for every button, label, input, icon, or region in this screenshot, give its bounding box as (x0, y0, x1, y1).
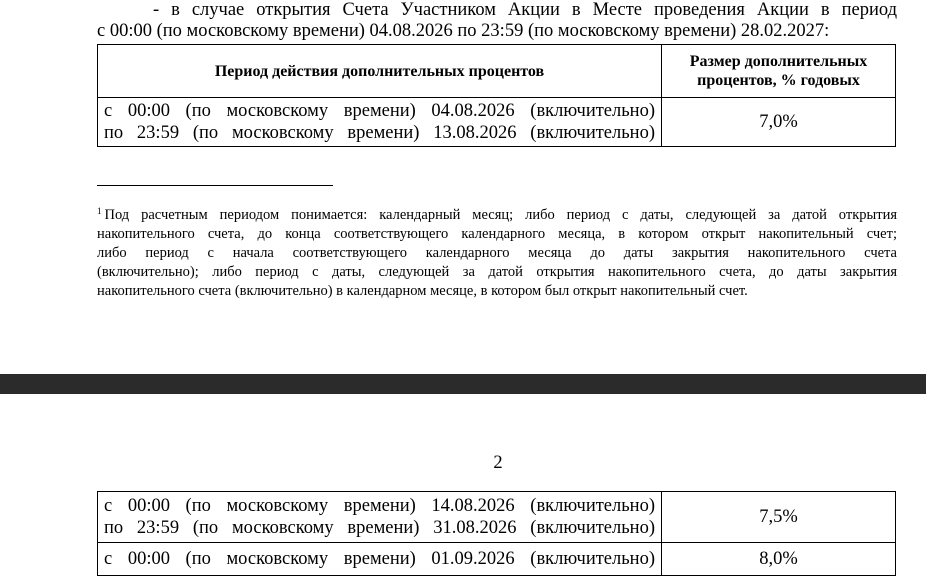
rate-cell: 7,5% (662, 492, 896, 543)
period-cell (98, 543, 662, 576)
intro-line-2: с 00:00 (по московскому времени) 04.08.2026 по 23:59 (по московскому времени) 28.02.2027: (97, 21, 830, 41)
header-period: Период действия дополнительных процентов (98, 45, 662, 98)
page-gap (0, 374, 926, 394)
footnote-line-3: либо период с начала соответствующего календарного месяца до даты закрытия накопительного счета (97, 245, 897, 261)
intro-line-1: - в случае открытия Счета Участником Акции в Месте проведения Акции в период (153, 0, 897, 20)
header-rate-line-2: процентов, % годовых (697, 72, 860, 89)
period-line-1: с 00:00 (по московскому времени) 14.08.2026 (включительно) (104, 496, 655, 516)
header-rate (662, 45, 896, 98)
intro-paragraph (97, 0, 897, 42)
header-rate-line-1: Размер дополнительных (689, 53, 868, 70)
footnote-separator (97, 185, 333, 186)
period-line-2: по 23:59 (по московскому времени) 13.08.2026 (включительно) (104, 123, 655, 143)
period-cell (98, 492, 662, 543)
table-header-row (98, 45, 896, 98)
footnote-line-4: (включительно); либо период с даты, следующей за датой открытия накопительного счета, до даты закрытия (97, 264, 897, 280)
footnote-line-1 (97, 202, 897, 225)
table-row (98, 543, 896, 576)
table-row (98, 492, 896, 543)
period-cell (98, 98, 662, 147)
footnote (97, 202, 897, 301)
rate-cell: 8,0% (662, 543, 896, 576)
table-row (98, 98, 896, 147)
page-number: 2 (493, 453, 503, 473)
rates-table-1 (97, 44, 896, 147)
footnote-mark: 1 (97, 206, 102, 216)
footnote-line-2: накопительного счета, до конца соответствующего календарного месяца, в котором открыт накопительный счет; (97, 226, 897, 242)
rates-table-2 (97, 491, 896, 576)
footnote-line-1-text: Под расчетным периодом понимается: календарный месяц; либо период с даты, следующей за датой открытия (104, 207, 897, 223)
period-line-2: по 23:59 (по московскому времени) 31.08.2026 (включительно) (104, 518, 655, 538)
footnote-line-5: накопительного счета (включительно) в календарном месяце, в котором был открыт накопительный счет. (97, 283, 748, 299)
period-line-1: с 00:00 (по московскому времени) 04.08.2026 (включительно) (104, 101, 655, 121)
rate-cell: 7,0% (662, 98, 896, 147)
period-line-1: с 00:00 (по московскому времени) 01.09.2026 (включительно) (104, 549, 655, 569)
